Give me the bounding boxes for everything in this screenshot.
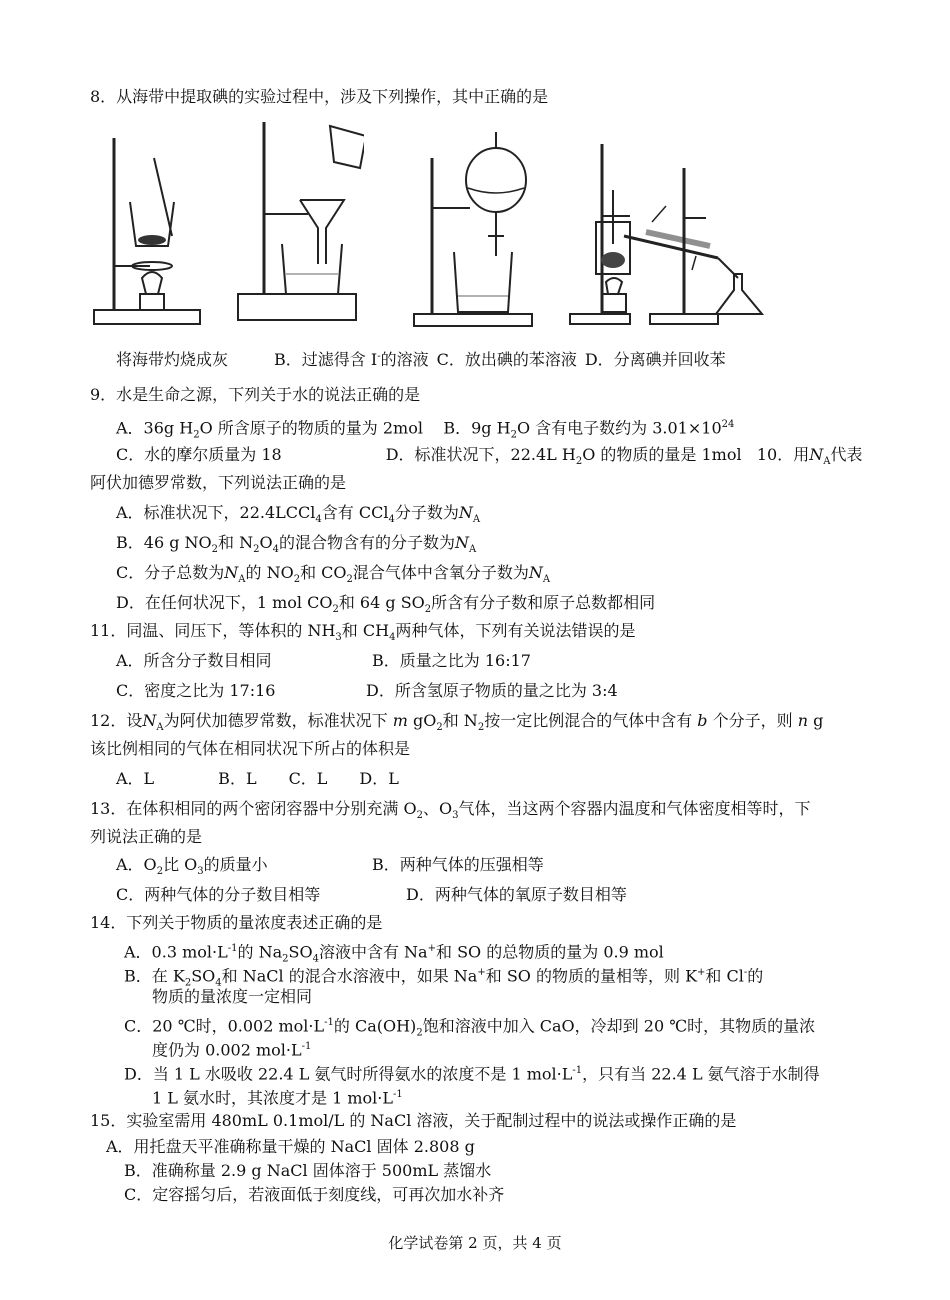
q12-options: A．L B．L C．L D．L — [116, 769, 399, 788]
q14-stem: 14．下列关于物质的量浓度表述正确的是 — [90, 913, 383, 932]
figure-distillation — [566, 118, 780, 330]
figure-separatory-funnel — [410, 118, 540, 330]
q12-stem-line2: 该比例相同的气体在相同状况下所占的体积是 — [90, 739, 411, 758]
q14-option-c-line2: 度仍为 0.002 $mol\cdot L^{-1}$ — [152, 1040, 312, 1060]
q13-options-cd: C．两种气体的分子数目相等 D．两种气体的氧原子数目相等 — [116, 885, 627, 904]
q10-stem: 10．用$N_A$代表 — [756, 445, 863, 468]
q13-stem-line2: 列说法正确的是 — [90, 827, 203, 846]
q11-options-cd: C．密度之比为 17:16 D．所含氢原子物质的量之比为 3:4 — [116, 681, 618, 700]
q13-options-ab: A．$O_2$比 $O_3$的质量小 B．两种气体的压强相等 — [116, 855, 544, 878]
q15-option-c: C．定容摇匀后，若液面低于刻度线，可再次加水补齐 — [124, 1185, 505, 1204]
q9-stem: 9．水是生命之源，下列关于水的说法正确的是 — [90, 385, 421, 404]
q8-option-d: D．分离碘并回收苯 — [584, 350, 726, 370]
q10-option-a: A．标准状况下，22.4LCCl$_4$含有 CCl$_4$分子数为$N_A$ — [116, 503, 481, 526]
q11-options-ab: A．所含分子数目相同 B．质量之比为 16:17 — [116, 651, 531, 670]
page-footer: 化学试卷第 2 页，共 4 页 — [388, 1234, 562, 1252]
q14-option-b: B．在 $K_2SO_4$和 NaCl 的混合水溶液中，如果 Na+和 SO 的物质的量相等，则 K+和 Cl-的 — [124, 966, 764, 989]
q15-option-a: A．用托盘天平准确称量干燥的 NaCl 固体 2.808 g — [106, 1137, 475, 1156]
q15-stem: 15．实验室需用 480mL 0.1mol/L 的 NaCl 溶液，关于配制过程中的说法或操作正确的是 — [90, 1111, 737, 1130]
q14-option-d: D．当 1 L 水吸收 22.4 L 氨气时所得氨水的浓度不是 1 $mol\cdot L^{-1}$，只有当 22.4 L 氨气溶于水制得 — [124, 1064, 820, 1084]
figure-filtration — [234, 118, 364, 330]
q8-option-c: C．放出碘的苯溶液 — [436, 350, 577, 370]
q10-stem-line2: 阿伏加德罗常数，下列说法正确的是 — [90, 473, 347, 492]
q8-option-b: B．过滤得含 I-的溶液 — [274, 350, 429, 370]
q8-stem: 8．从海带中提取碘的实验过程中，涉及下列操作，其中正确的是 — [90, 87, 549, 106]
q15-option-b: B．准确称量 2.9 g NaCl 固体溶于 500mL 蒸馏水 — [124, 1161, 492, 1180]
q9-options-ab: A．36g $H_2O$ 所含原子的物质的量为 2mol B．9g $H_2O$ 含有电子数约为 $3.01\times 10^{24}$ — [116, 418, 735, 441]
q10-option-d: D．在任何状况下，1 mol $CO_2$和 64 g $SO_2$所含有分子数和原子总数都相同 — [116, 593, 656, 616]
q12-stem: 12．设$N_A$为阿伏加德罗常数，标准状况下 m $gO_2$和 $N_2$按一定比例混合的气体中含有 b 个分子，则 n g — [90, 711, 824, 734]
q14-option-d-line2: 1 L 氨水时，其浓度才是 1 $mol\cdot L^{-1}$ — [152, 1088, 403, 1108]
q14-option-a: A．0.3 $mol\cdot L^{-1}$的 $Na_2SO_4$溶液中含有 Na+和 SO 的总物质的量为 0.9 mol — [124, 942, 664, 965]
q11-stem: 11．同温、同压下，等体积的 $NH_3$和 $CH_4$两种气体，下列有关说法错误的是 — [90, 621, 636, 644]
q8-option-a: 将海带灼烧成灰 — [116, 350, 229, 370]
q9-options-cd: C．水的摩尔质量为 18 D．标准状况下，22.4L $H_2O$ 的物质的量是 1mol 10．用$N_A$代表 — [116, 445, 863, 468]
q14-option-b-line2: 物质的量浓度一定相同 — [152, 987, 313, 1006]
q10-option-b: B．46 g $NO_2$和 $N_2O_4$的混合物含有的分子数为$N_A$ — [116, 533, 477, 556]
q13-stem: 13．在体积相同的两个密闭容器中分别充满 $O_2$、$O_3$气体，当这两个容器内温度和气体密度相等时，下 — [90, 799, 811, 822]
q8-captions — [116, 346, 726, 371]
q10-option-c: C．分子总数为$N_A$的 $NO_2$和 $CO_2$混合气体中含氧分子数为$N_A$ — [116, 563, 551, 586]
q14-option-c: C．20 ℃时，0.002 $mol\cdot L^{-1}$的 $Ca(OH)_2$饱和溶液中加入 CaO，冷却到 20 ℃时，其物质的量浓 — [124, 1016, 816, 1039]
figure-ignite-kelp — [92, 118, 204, 330]
